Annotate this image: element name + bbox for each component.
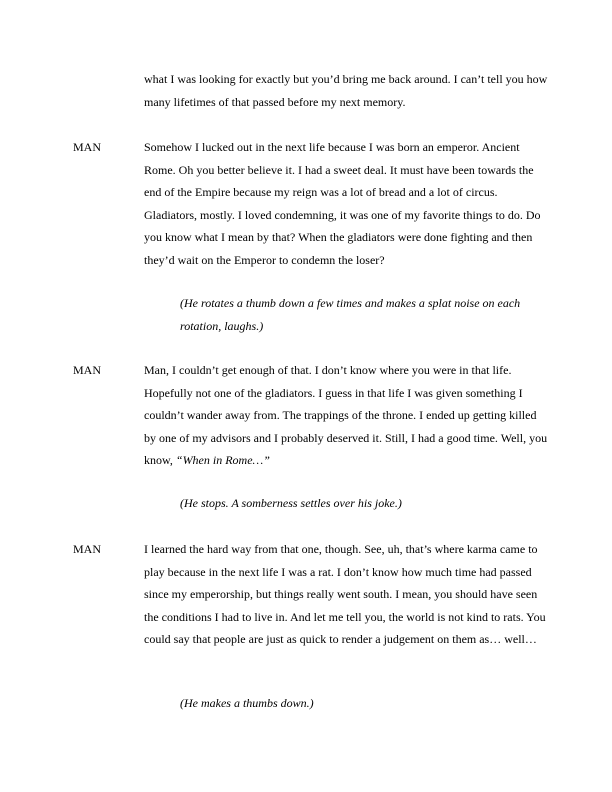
speaker-name: MAN bbox=[73, 363, 102, 377]
stage-direction: (He rotates a thumb down a few times and makes a splat noise on each rotation, laughs.) bbox=[180, 296, 521, 333]
dialogue-text: I learned the hard way from that one, though. See, uh, that’s where karma came to play because in the next life I was a rat. I don’t know how much time had passed since my emperorship, but things really went south. I mean, you should have seen the conditions I had to live in. And let me tell you, the world is not kind to rats. You could say that people are just as quick to render a judgement on them as… well… bbox=[144, 542, 546, 646]
stage-direction: (He makes a thumbs down.) bbox=[180, 696, 314, 710]
continuation-dialogue: what I was looking for exactly but you’d bring me back around. I can’t tell you how many lifetimes of that passed before my next memory. bbox=[144, 72, 548, 109]
speaker-name: MAN bbox=[73, 140, 102, 154]
speaker-name: MAN bbox=[73, 542, 102, 556]
stage-direction: (He stops. A somberness settles over his joke.) bbox=[180, 496, 402, 510]
dialogue-text: Somehow I lucked out in the next life because I was born an emperor. Ancient Rome. Oh you better believe it. I had a sweet deal. It must have been towards the end of the Empire because my reign was a lot of bread and a lot of circus. Gladiators, mostly. I loved condemning, it was one of my favorite things to do. Do you know what I mean by that? When the gladiators were done fighting and then they’d wait on the Emperor to condemn the loser? bbox=[144, 140, 541, 267]
dialogue-text-plain: Man, I couldn’t get enough of that. I don’t know where you were in that life. Hopefully not one of the gladiators. I guess in that life I was given something I couldn’t wander away from. The trappings of the throne. I ended up getting killed by one of my advisors and I probably deserved it. Still, I had a good time. Well, you know, bbox=[144, 363, 548, 467]
dialogue-text-italic: “When in Rome…” bbox=[175, 453, 270, 467]
dialogue-text bbox=[144, 359, 549, 472]
